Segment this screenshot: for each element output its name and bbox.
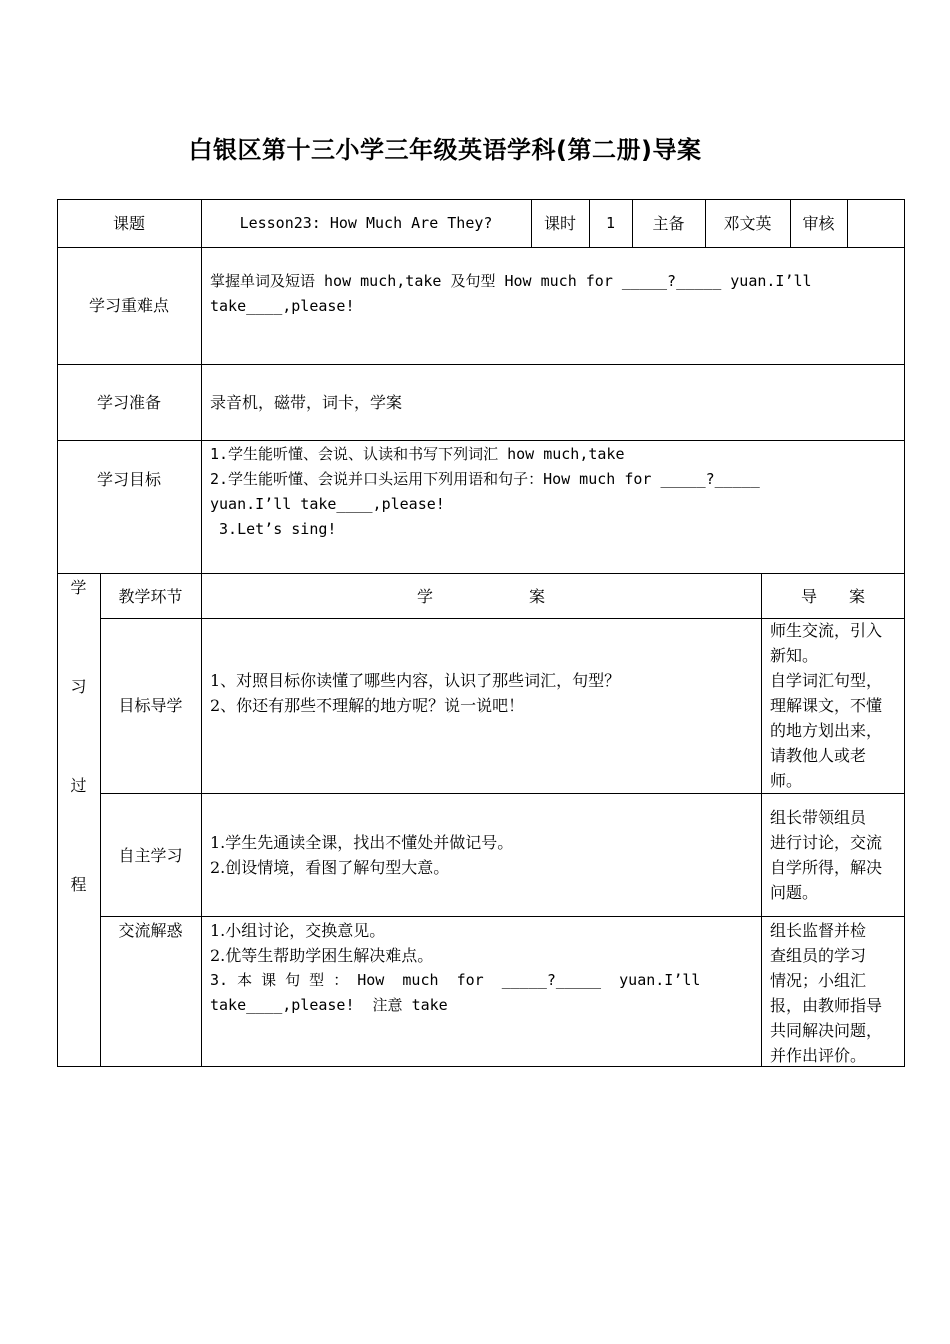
- plan-line: take____,please! 注意 take: [210, 996, 448, 1014]
- column-header-stage: 教学环节: [118, 587, 183, 606]
- col-divider: [761, 573, 762, 1067]
- process-side-char: 学: [70, 578, 87, 597]
- plan-line: 2、你还有那些不理解的地方呢？说一说吧！: [210, 696, 525, 715]
- plan-line: 3. 本 课 句 型 ： How much for _____?_____ yuan.I’ll: [210, 971, 701, 989]
- col-divider: [201, 573, 202, 1067]
- guide-line: 并作出评价。: [770, 1046, 867, 1065]
- guide-line: 组长带领组员: [770, 808, 867, 827]
- process-side-char: 习: [70, 677, 87, 696]
- guide-line: 组长监督并检: [770, 921, 867, 940]
- row-divider: [57, 573, 905, 574]
- stage-label: 交流解惑: [118, 921, 183, 940]
- objective-line: yuan.I’ll take____,please!: [210, 495, 445, 513]
- row-divider: [57, 364, 905, 365]
- plan-line: 1、对照目标你读懂了哪些内容，认识了那些词汇，句型？: [210, 671, 621, 690]
- row-divider: [100, 916, 905, 917]
- guide-line: 师生交流，引入: [770, 621, 883, 640]
- stage-label: 目标导学: [118, 696, 183, 715]
- guide-line: 新知。: [770, 646, 819, 665]
- key-points-label: 学习重难点: [88, 296, 169, 315]
- col-divider: [100, 573, 101, 1067]
- column-header-guide: 导 案: [800, 587, 865, 606]
- guide-line: 自学所得，解决: [770, 858, 883, 877]
- objective-line: 2.学生能听懂、会说并口头运用下列用语和句子：How much for _____?_____: [210, 470, 760, 488]
- objectives-label: 学习目标: [96, 470, 161, 489]
- plan-line: 1.小组讨论，交换意见。: [210, 921, 386, 940]
- period-value: 1: [605, 214, 616, 232]
- guide-line: 的地方划出来，: [770, 721, 883, 740]
- row-divider: [57, 247, 905, 248]
- guide-line: 查组员的学习: [770, 946, 867, 965]
- guide-line: 师。: [770, 771, 803, 790]
- plan-line: 1.学生先通读全课，找出不懂处并做记号。: [210, 833, 514, 852]
- page-title: 白银区第十三小学三年级英语学科(第二册)导案: [188, 136, 702, 164]
- process-side-char: 程: [70, 875, 87, 894]
- key-points-line: take____,please!: [210, 297, 355, 315]
- objective-line: 1.学生能听懂、会说、认读和书写下列词汇 how much,take: [210, 445, 625, 463]
- row-divider: [100, 793, 905, 794]
- review-label: 审核: [802, 214, 835, 233]
- process-side-char: 过: [70, 776, 87, 795]
- col-divider: [201, 199, 202, 573]
- topic-label: 课题: [112, 214, 145, 233]
- guide-line: 理解课文，不懂: [770, 696, 883, 715]
- preparation-label: 学习准备: [96, 393, 161, 412]
- plan-line: 2.创设情境，看图了解句型大意。: [210, 858, 450, 877]
- topic-value: Lesson23: How Much Are They?: [239, 214, 493, 232]
- col-divider: [847, 199, 848, 247]
- plan-line: 2.优等生帮助学困生解决难点。: [210, 946, 434, 965]
- guide-line: 报，由教师指导: [770, 996, 883, 1015]
- column-header-plan: 学 案: [416, 587, 545, 606]
- preparation-text: 录音机，磁带，词卡，学案: [210, 393, 403, 412]
- lead-label: 主备: [652, 214, 685, 233]
- row-divider: [57, 440, 905, 441]
- lead-value: 邓文英: [723, 214, 772, 233]
- key-points-line: 掌握单词及短语 how much,take 及句型 How much for _____?_____ yuan.I’ll: [210, 272, 812, 290]
- objective-line: 3.Let’s sing!: [210, 520, 337, 538]
- guide-line: 自学词汇句型，: [770, 671, 883, 690]
- guide-line: 共同解决问题，: [770, 1021, 883, 1040]
- guide-line: 进行讨论，交流: [770, 833, 883, 852]
- guide-line: 问题。: [770, 883, 819, 902]
- period-label: 课时: [543, 214, 576, 233]
- stage-label: 自主学习: [118, 846, 183, 865]
- guide-line: 请教他人或老: [770, 746, 867, 765]
- guide-line: 情况；小组汇: [770, 971, 867, 990]
